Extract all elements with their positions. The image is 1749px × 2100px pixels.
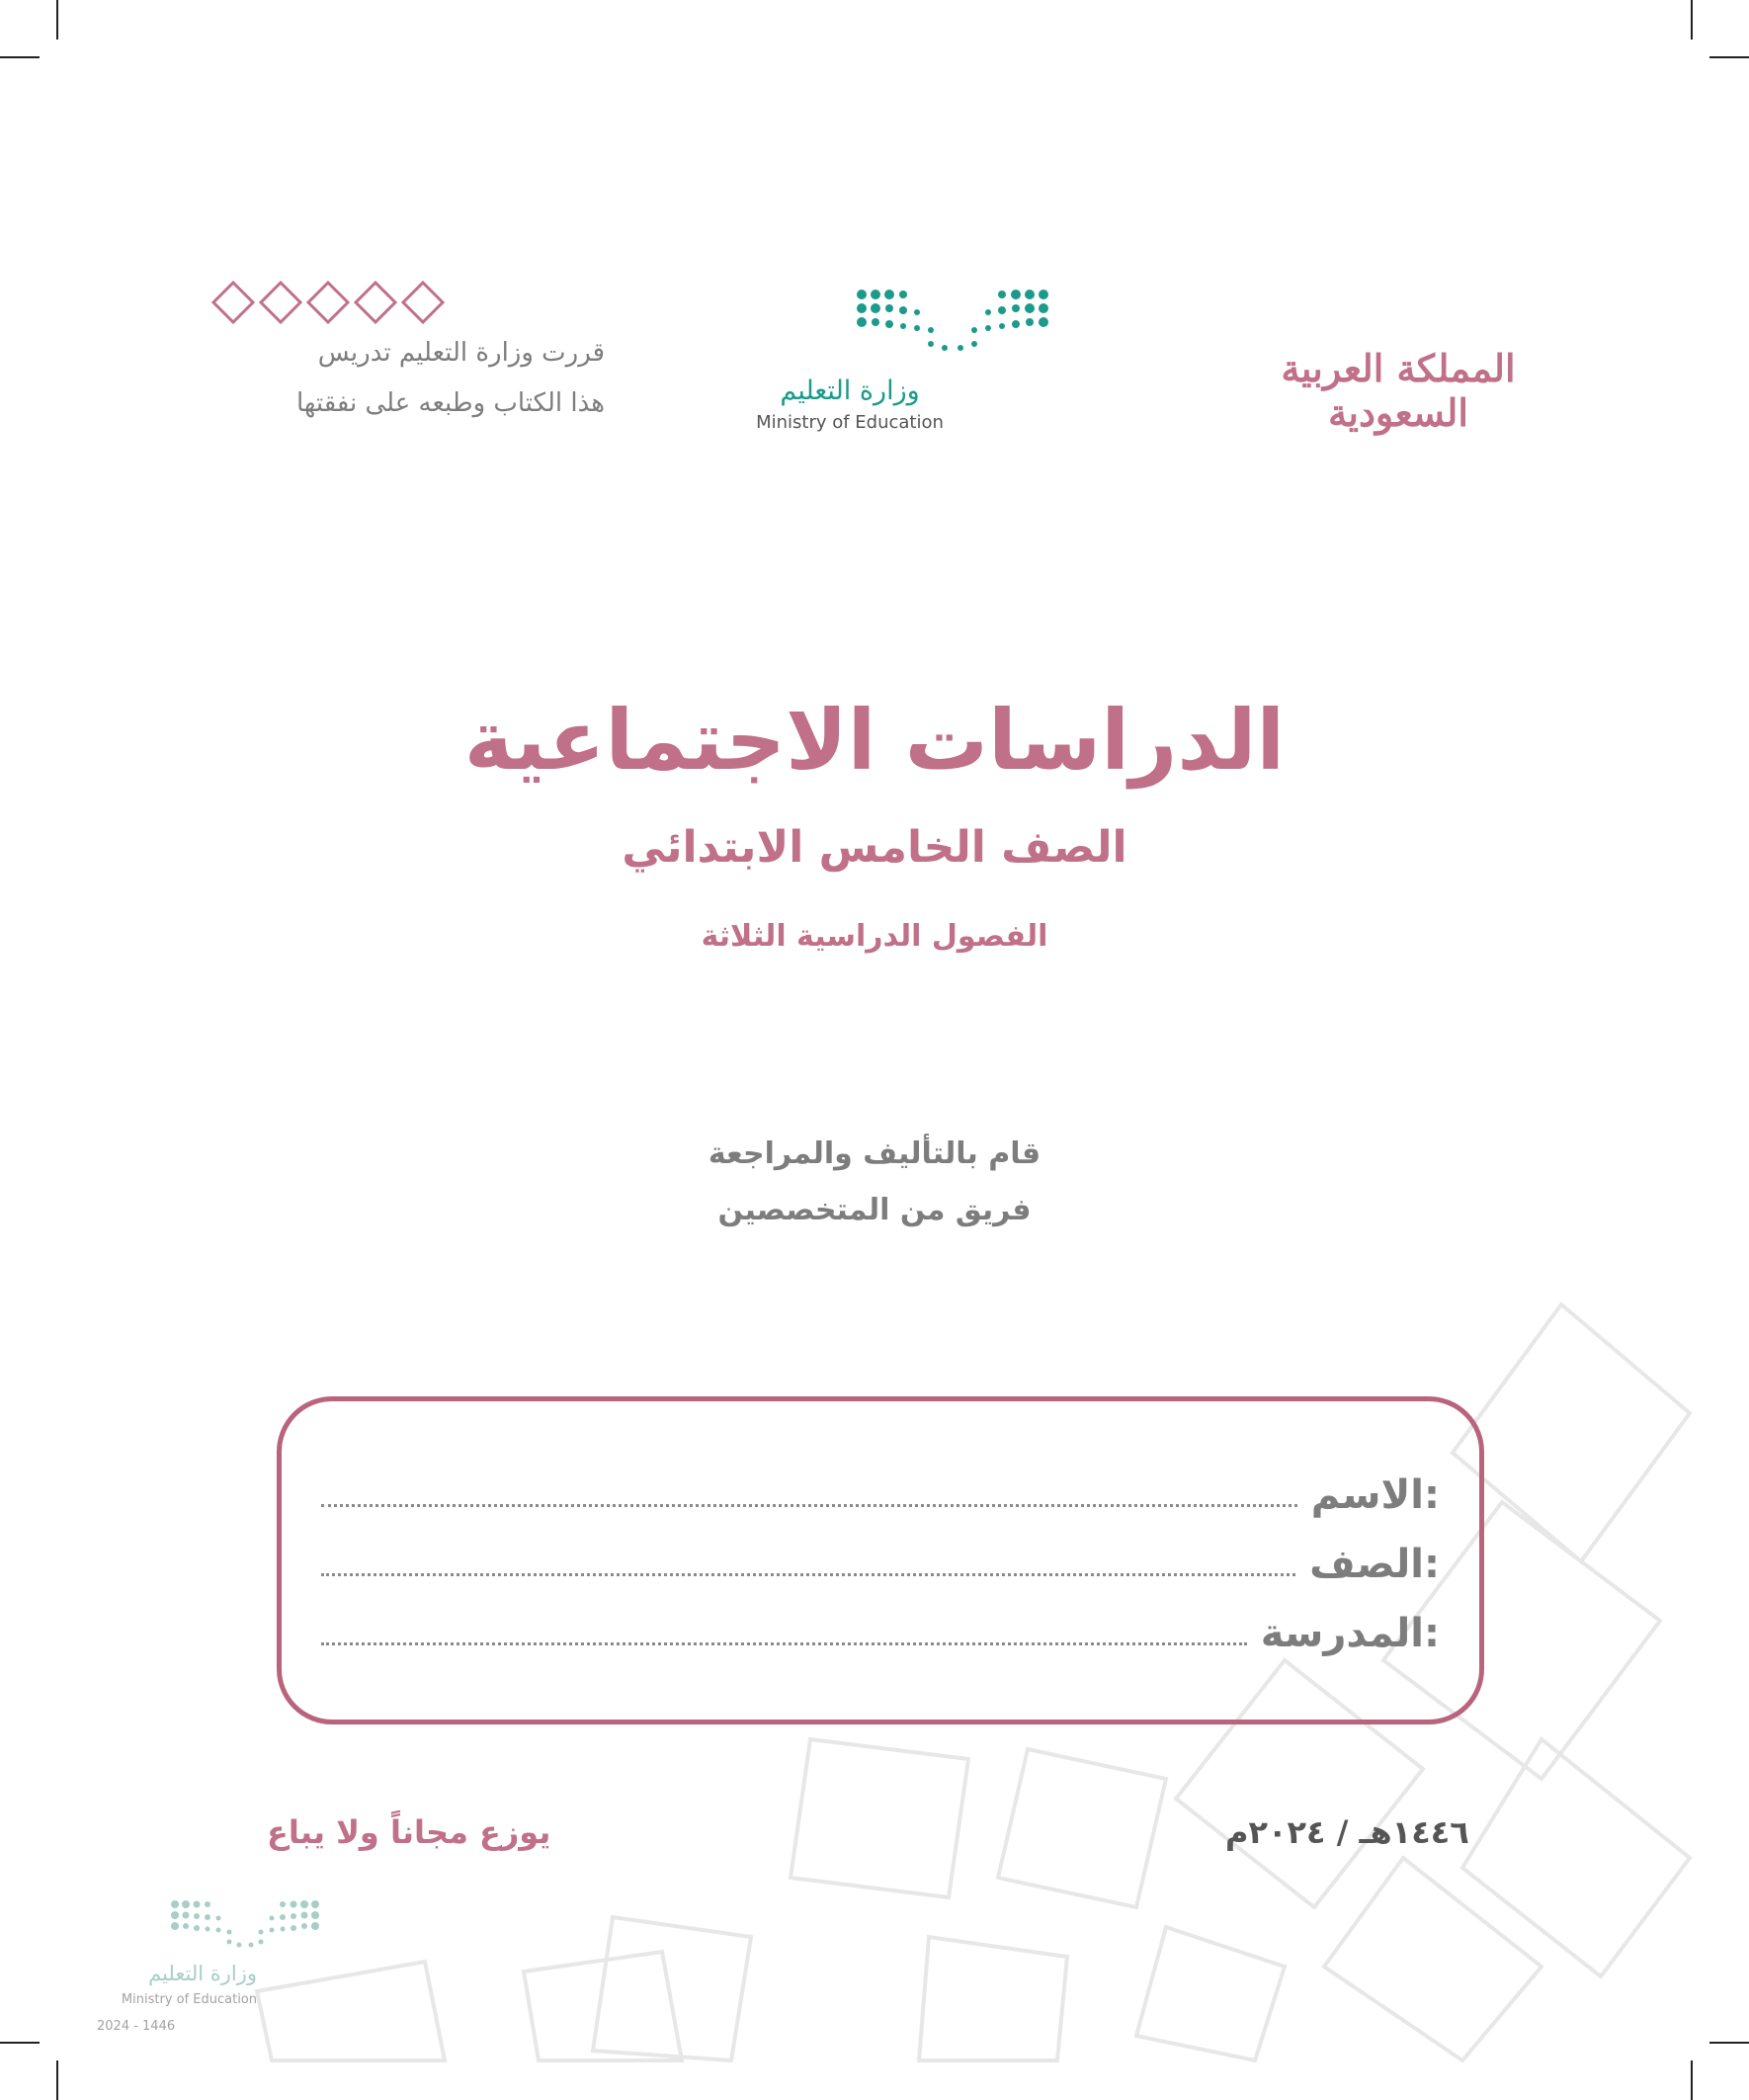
calligraphy-logo-icon: المملكة العربية السعودية <box>1281 346 1516 435</box>
terms-subtitle: الفصول الدراسية الثلاثة <box>701 919 1048 954</box>
class-label: الصف: <box>1309 1542 1440 1587</box>
diamond-outline-icon <box>209 279 451 328</box>
small-ministry-name-english: Ministry of Education <box>121 1992 257 2007</box>
free-distribution-note: يوزع مجاناً ولا يباع <box>267 1813 551 1851</box>
school-row <box>321 1604 1440 1663</box>
school-fill-line[interactable] <box>321 1642 1247 1645</box>
class-fill-line[interactable] <box>321 1573 1295 1576</box>
school-label: المدرسة: <box>1260 1611 1440 1656</box>
small-ministry-name-arabic: وزارة التعليم <box>148 1962 257 1985</box>
name-label: الاسم: <box>1310 1472 1440 1518</box>
ministry-name-arabic: وزارة التعليم <box>780 376 920 406</box>
class-row <box>321 1535 1440 1594</box>
ministry-name-english: Ministry of Education <box>756 412 944 433</box>
name-row <box>321 1466 1440 1525</box>
name-fill-line[interactable] <box>321 1504 1297 1507</box>
small-dot-pattern-logo-icon <box>170 1899 320 1949</box>
authors-line-1: قام بالتأليف والمراجعة <box>708 1136 1041 1171</box>
small-year-label: 2024 - 1446 <box>97 2019 176 2034</box>
book-title: الدراسات الاجتماعية <box>463 692 1286 789</box>
approval-line-2: هذا الكتاب وطبعه على نفقتها <box>295 388 605 418</box>
grade-subtitle: الصف الخامس الابتدائي <box>622 822 1127 873</box>
approval-line-1: قررت وزارة التعليم تدريس <box>317 338 605 368</box>
authors-line-2: فريق من المتخصصين <box>717 1193 1032 1227</box>
student-info-card <box>277 1396 1484 1724</box>
edition-year: ١٤٤٦هـ / ٢٠٢٤م <box>1225 1813 1469 1851</box>
dot-pattern-logo-icon <box>856 289 1049 356</box>
